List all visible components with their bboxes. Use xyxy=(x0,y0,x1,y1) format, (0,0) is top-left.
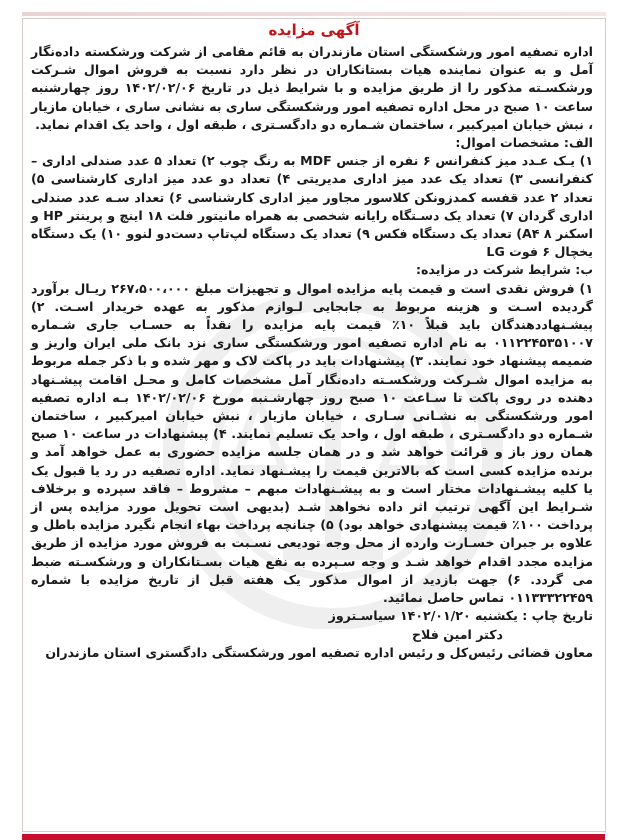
section-b-paragraph: ۱) فروش نقدی است و قیمت پایه مزایده اموال و تجهیزات مبلغ ۲۶۷،۵۰۰،۰۰۰ ریـال برآورد گردیده اسـت و هزینه مربوط به جابجایی لـوازم مذکور به عهده خریدار اسـت. ۲) پیشـنهاددهندگان باید قبلاً ۱۰٪ قیمت پایه مزایده را نقداً به حسـاب جاری شـماره ۰۱۱۲۲۴۵۳۵۱۰۰۷ به نام اداره تصفیه امور ورشکستگی ساری نزد بانک ملی ایران واریز و ضمیمه پیشنهاد خود نمایند. ۳) پیشنهادات باید در پاکت لاک و مهر شده و با ذکر جمله مربوط به مزایده اموال شـرکت ورشکسـته داده‌نگار آمل مشخصات کامل و محـل اقامت پیشـنهاد دهنده در روی پاکت تا سـاعت ۱۰ صبح روز چهارشـنبه مورخ ۱۴۰۲/۰۲/۰۶ بـه اداره تصفیه امور ورشکستگی به نشـانی سـاری ، خیابان مازیار ، نبش خیابان امیرکبیر ، ساختمان شـماره دو دادگسـتری ، طبقه اول ، واحد یک تسلیم نمایند. ۴) پیشنهادات در ساعت ۱۰ صبح همان روز باز و قرائت خواهد شد و در همان جلسه مزایده حضوری به عمل خواهد آمد و برنده مزایده کسی است که بالاترین قیمت را پیشـنهاد نماید. اداره تصفیه در رد یا قبول یک یا کلیه پیشـنهادات مختار است و به پیشـنهادات مبهم – مشروط – فاقد سپرده و برخلاف شـرایط این آگهی ترتیب اثر داده نخواهد شـد (بدیهی است تحویل مورد مزایده پس از پرداخت ۱۰۰٪ قیمت پیشنهادی خواهد بود) ۵) چنانچه پرداخت بهاء انجام نگیرد مزایده باطل و علاوه بر جبران خسـارت وارده از محل وجه تودیعی نسـبت به فروش مورد مزایده از طریق مزایده مجدد اقدام خواهد شـد و وجه سـپرده به نفع هیات بسـتانکاران و ورشکسـته ضبط می گردد. ۶) جهت بازدید از اموال مذکور یک هفته قبل از تاریخ مزایده با شماره ۰۱۱۳۳۳۲۲۴۵۹ تماس حاصل نمائید. xyxy=(31,280,594,606)
top-decoration xyxy=(22,12,606,16)
notice-frame xyxy=(22,18,606,832)
section-b-heading: ب: شرایط شرکت در مزایده: xyxy=(416,262,593,278)
notice-title: آگهی مزایده xyxy=(268,21,360,39)
section-a-paragraph: ۱) یـک عـدد میز کنفرانس ۶ نفره از جنس MDF به رنگ چوب ۲) تعداد ۵ عدد صندلی اداری – کنفرانسی ۳) تعداد یک عدد میز اداری مدیریتی ۴) تعداد دو عدد میز اداری کارشناسی ۵) تعداد ۲ عدد قفسه کمدزونکن کلاسور مجاور میز اداری کارشناسی ۶) تعداد سـه عدد صندلی اداری گردان ۷) تعداد یک دسـتگاه رایانه شخصی به همراه مانیتور فلت ۱۸ اینچ و پرینتر HP و اسکنر A۴ ۸) تعداد یک دستگاه فکس ۹) تعداد یک دستگاه لپ‌تاپ دست‌دو لنوو ۱۰) یک دستگاه یخچال ۶ فوت LG xyxy=(31,153,594,260)
signer-title: معاون قضائی رئیس‌کل و رئیس اداره تصفیه امور ورشکستگی دادگستری استان مازندران xyxy=(45,644,593,660)
bottom-red-bar xyxy=(22,834,605,840)
print-date: تاریخ چاپ : یکشنبه ۱۴۰۲/۰۱/۲۰ سیاسـتروز xyxy=(328,608,593,624)
signer-name: دکتر امین فلاح xyxy=(411,626,503,642)
intro-paragraph: اداره تصفیه امور ورشکستگی استان مازندران به قائم مقامی از شرکت ورشکسته داده‌نگار آمل و به عنوان نماینده هیات بستانکاران در نظر دارد نسبت به فروش اموال شـرکت ورشکسـته مذکور را از طریق مزایده و با شرایط ذیل در تاریخ ۱۴۰۲/۰۲/۰۶ روز چهارشنبه ساعت ۱۰ صبح در محل اداره تصفیه امور ورشکستگی ساری به نشانی ساری ، خیابان مازیار ، نبش خیابان امیرکبیر ، ساختمان شـماره دو دادگسـتری ، طبقه اول ، واحد یک اقدام نماید. xyxy=(31,44,593,132)
notice-body xyxy=(31,43,593,662)
section-a-heading: الف: مشخصات اموال: xyxy=(455,135,593,151)
